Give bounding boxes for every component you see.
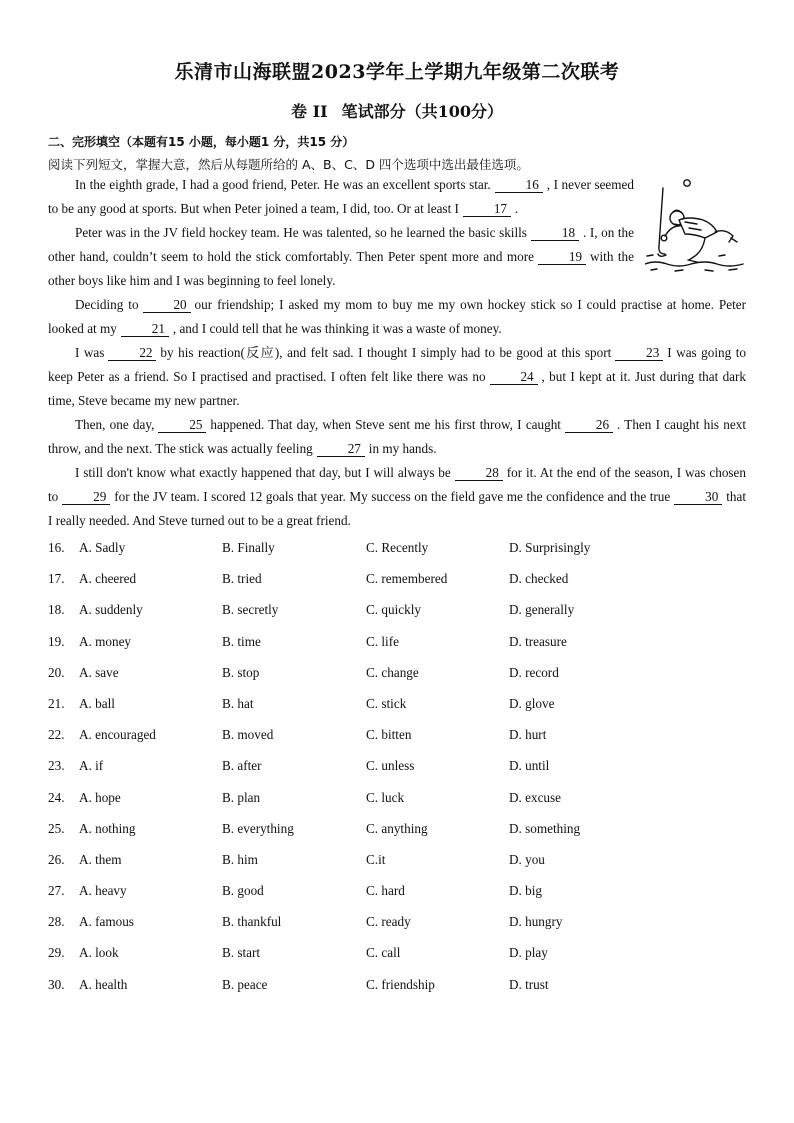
option-c: C. bitten	[366, 727, 412, 743]
option-b: B. tried	[222, 571, 262, 587]
question-row	[48, 566, 748, 597]
option-d: D. trust	[509, 976, 549, 992]
option-a: A. hope	[79, 789, 121, 805]
blank: 28	[455, 465, 503, 481]
option-a: A. save	[79, 664, 119, 680]
option-b: B. after	[222, 758, 262, 774]
option-c: C. quickly	[366, 602, 421, 618]
option-c: C. luck	[366, 789, 405, 805]
blank: 26	[565, 417, 613, 433]
option-d: D. treasure	[509, 633, 567, 649]
question-row	[48, 972, 748, 1003]
subtitle-part: 卷 II	[291, 102, 328, 121]
option-d: D. you	[509, 851, 545, 867]
option-b: B. time	[222, 633, 261, 649]
option-a: A. health	[79, 976, 128, 992]
option-c: C. remembered	[366, 571, 448, 587]
exam-subtitle	[0, 99, 794, 122]
paragraph: Deciding to 20 our friendship; I asked my mom to buy me my own hockey stick so I could practise at home. Peter looked at my 21 , and I could tell that he was thinking it was a waste of money.	[48, 297, 746, 336]
question-row	[48, 816, 748, 847]
option-d: D. something	[509, 820, 581, 836]
option-c: C. ready	[366, 914, 411, 930]
question-number: 28.	[48, 914, 65, 930]
question-row	[48, 629, 748, 660]
question-row	[48, 909, 748, 940]
question-row	[48, 660, 748, 691]
option-d: D. checked	[509, 571, 569, 587]
cloze-passage	[48, 173, 746, 533]
question-row	[48, 691, 748, 722]
option-c: C. change	[366, 664, 419, 680]
blank: 24	[490, 369, 538, 385]
blank: 25	[158, 417, 206, 433]
paragraph: I was 22 by his reaction(反应), and felt sad. I thought I simply had to be good at this sport 23 I was going to keep Peter as a friend. So I practised and practised. I often felt like there was no 24 , but I kept at it. Just during that dark time, Steve became my new partner.	[48, 345, 747, 408]
question-row	[48, 878, 748, 909]
paragraph: I still don't know what exactly happened that day, but I will always be 28 for it. At the end of the season, I was chosen to 29 for the JV team. I scored 12 goals that year. My success on the field gave me the confidence and the true 30 that I really needed. And Steve turned out to be a great friend.	[48, 465, 747, 528]
option-a: A. cheered	[79, 571, 137, 587]
option-d: D. Surprisingly	[509, 540, 591, 555]
option-b: B. plan	[222, 789, 261, 805]
section-instruction: 阅读下列短文，掌握大意，然后从每题所给的 A、B、C、D 四个选项中选出最佳选项。	[48, 157, 529, 172]
question-number: 19.	[48, 633, 65, 649]
option-b: B. secretly	[222, 602, 279, 618]
question-number: 29.	[48, 945, 65, 961]
question-options	[48, 535, 748, 1003]
option-c: C. stick	[366, 695, 407, 711]
subtitle-section: 笔试部分（共100分）	[341, 102, 503, 121]
blank: 30	[674, 489, 722, 505]
option-b: B. start	[222, 945, 261, 961]
paragraph: Then, one day, 25 happened. That day, when Steve sent me his first throw, I caught 26 . Then I caught his next throw, and the next. The stick was actually feeling 27 in my hands.	[48, 417, 746, 456]
option-b: B. everything	[222, 820, 294, 836]
option-c: C. anything	[366, 820, 428, 836]
paragraph: Peter was in the JV field hockey team. He was talented, so he learned the basic skills 18 . I, on the other hand, couldn’t seem to hold the stick comfortably. Then Peter spent more and more 19 with the other boys like him and I was beginning to feel lonely.	[48, 225, 635, 288]
option-d: D. big	[509, 883, 542, 899]
question-number: 23.	[48, 758, 65, 774]
option-d: D. hurt	[509, 727, 547, 743]
option-a: A. heavy	[79, 883, 127, 899]
exam-title: 乐清市山海联盟2023学年上学期九年级第二次联考	[174, 61, 620, 83]
option-a: A. money	[79, 633, 132, 649]
blank: 27	[317, 441, 365, 457]
option-b: B. him	[222, 851, 258, 867]
question-row	[48, 940, 748, 971]
question-number: 27.	[48, 883, 65, 899]
question-number: 24.	[48, 789, 65, 805]
option-b: B. thankful	[222, 914, 282, 930]
option-a: A. Sadly	[79, 540, 126, 555]
option-d: D. glove	[509, 695, 555, 711]
blank: 20	[143, 297, 191, 313]
option-d: D. record	[509, 664, 559, 680]
blank: 21	[121, 321, 169, 337]
question-number: 16.	[48, 540, 65, 555]
option-c: C. friendship	[366, 976, 435, 992]
option-b: B. Finally	[222, 540, 275, 555]
question-row	[48, 597, 748, 628]
question-row	[48, 722, 748, 753]
option-a: A. encouraged	[79, 727, 156, 743]
option-c: C. call	[366, 945, 401, 961]
option-c: C. hard	[366, 883, 405, 899]
option-b: B. good	[222, 883, 264, 899]
question-row	[48, 753, 748, 784]
question-number: 22.	[48, 727, 65, 743]
question-number: 17.	[48, 571, 65, 587]
question-number: 20.	[48, 664, 65, 680]
section-heading: 二、完形填空（本题有15 小题，每小题1 分，共15 分）	[48, 135, 355, 149]
blank: 29	[62, 489, 110, 505]
option-d: D. hungry	[509, 914, 563, 930]
option-b: B. peace	[222, 976, 268, 992]
paragraph: In the eighth grade, I had a good friend, Peter. He was an excellent sports star. 16 , I never seemed to be any good at sports. But when Peter joined a team, I did, too. Or at least I 17 .	[48, 177, 634, 216]
question-row	[48, 785, 748, 816]
question-number: 25.	[48, 820, 65, 836]
question-number: 18.	[48, 602, 65, 618]
option-b: B. hat	[222, 695, 254, 711]
option-a: A. famous	[79, 914, 134, 930]
option-b: B. stop	[222, 664, 260, 680]
option-d: D. excuse	[509, 789, 561, 805]
option-a: A. them	[79, 851, 122, 867]
question-row	[48, 535, 748, 566]
blank: 23	[615, 345, 663, 361]
question-row	[48, 847, 748, 878]
option-a: A. suddenly	[79, 602, 143, 618]
option-d: D. generally	[509, 602, 575, 618]
blank: 16	[495, 177, 543, 193]
option-a: A. look	[79, 945, 119, 961]
blank: 22	[108, 345, 156, 361]
option-c: C.it	[366, 851, 386, 867]
option-c: C. life	[366, 633, 399, 649]
option-b: B. moved	[222, 727, 274, 743]
question-number: 30.	[48, 976, 65, 992]
option-a: A. if	[79, 758, 104, 774]
question-number: 26.	[48, 851, 65, 867]
option-d: D. until	[509, 758, 550, 774]
blank: 19	[538, 249, 586, 265]
option-c: C. Recently	[366, 540, 429, 555]
question-number: 21.	[48, 695, 65, 711]
option-a: A. nothing	[79, 820, 136, 836]
option-a: A. ball	[79, 695, 115, 711]
option-c: C. unless	[366, 758, 415, 774]
blank: 18	[531, 225, 579, 241]
option-d: D. play	[509, 945, 548, 961]
blank: 17	[463, 201, 511, 217]
